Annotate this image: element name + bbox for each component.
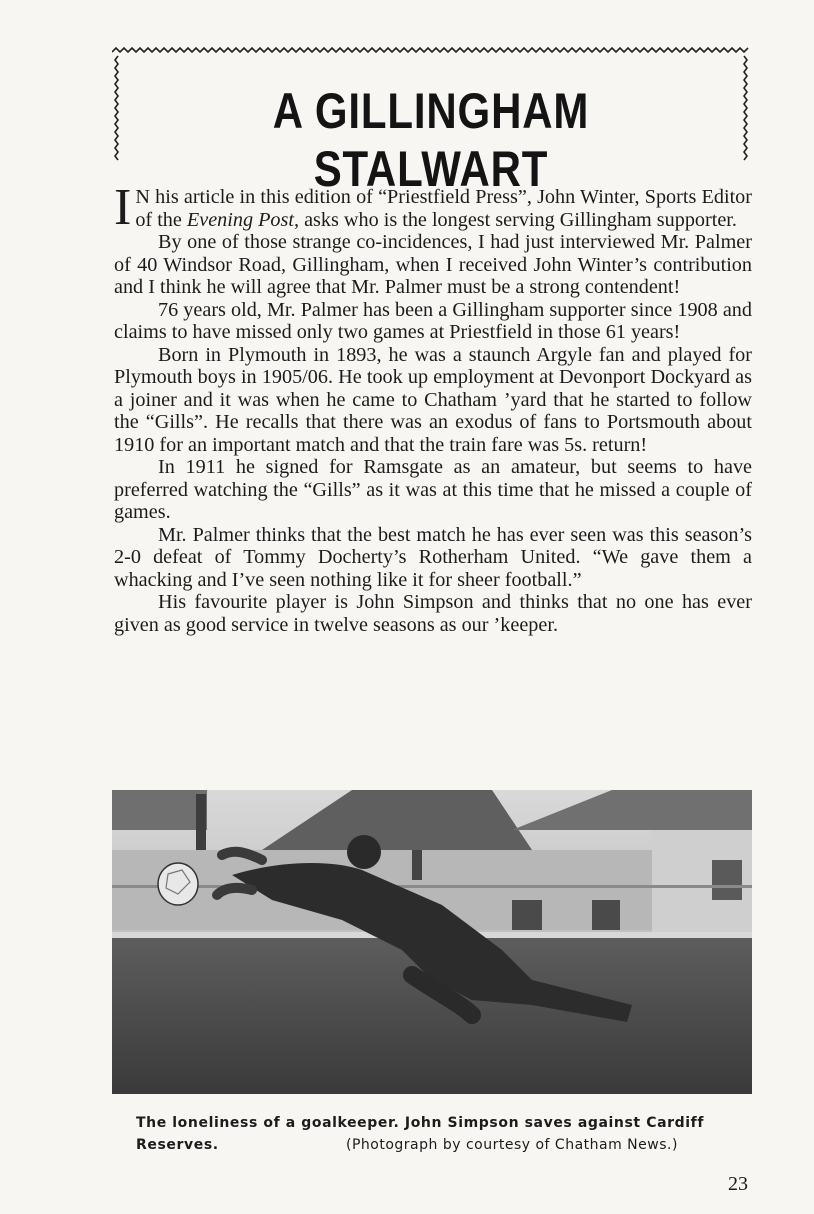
goalkeeper-photo <box>112 790 752 1094</box>
article-body <box>114 179 752 636</box>
drop-cap: I <box>114 179 132 236</box>
paragraph-intro <box>114 179 752 236</box>
paragraph: Born in Plymouth in 1893, he was a staunch Argyle fan and played for Plymouth boys in 1905/06. He took up employment at Devonport Dockyard as a joiner and it was when he came to Chatham ’yard that he started to follow the “Gills”. He recalls that there was an exodus of fans to Portsmouth about 1910 for an important match and that the train fare was 5s. return! <box>114 343 752 456</box>
intro-text: N his article in this edition of “Priestfield Press”, John Winter, Sports Editor of the <box>135 186 752 231</box>
photo-caption <box>136 1112 736 1156</box>
paragraph: In 1911 he signed for Ramsgate as an amateur, but seems to have preferred watching the “Gills” as it was at this time that he missed a couple of games. <box>114 456 752 523</box>
photo-illustration <box>112 790 752 1094</box>
paragraph: 76 years old, Mr. Palmer has been a Gillingham supporter since 1908 and claims to have missed only two games at Priestfield in those 61 years! <box>114 298 752 343</box>
title-box <box>112 46 750 197</box>
paragraph: Mr. Palmer thinks that the best match he has ever seen was this season’s 2-0 defeat of Tommy Docherty’s Rotherham United. “We gave them a whacking and I’ve seen nothing like it for sheer football.” <box>114 523 752 591</box>
paragraph: His favourite player is John Simpson and thinks that no one has ever given as good service in twelve seasons as our ’keeper. <box>114 591 752 636</box>
page-title: A GILLINGHAM STALWART <box>272 83 590 197</box>
caption-line-1: The loneliness of a goalkeeper. John Simpson saves against Cardiff <box>136 1115 705 1131</box>
page-number: 23 <box>728 1173 748 1195</box>
publication-name: Evening Post, <box>186 208 300 231</box>
intro-text-end: asks who is the longest serving Gillingham supporter. <box>299 208 737 231</box>
photo-credit: (Photograph by courtesy of Chatham News.) <box>346 1137 678 1153</box>
caption-line-2: Reserves. <box>136 1137 219 1153</box>
paragraph: By one of those strange co-incidences, I had just interviewed Mr. Palmer of 40 Windsor Road, Gillingham, when I received John Winter’s contribution and I think he will agree that Mr. Palmer must be a strong contendent! <box>114 231 752 298</box>
